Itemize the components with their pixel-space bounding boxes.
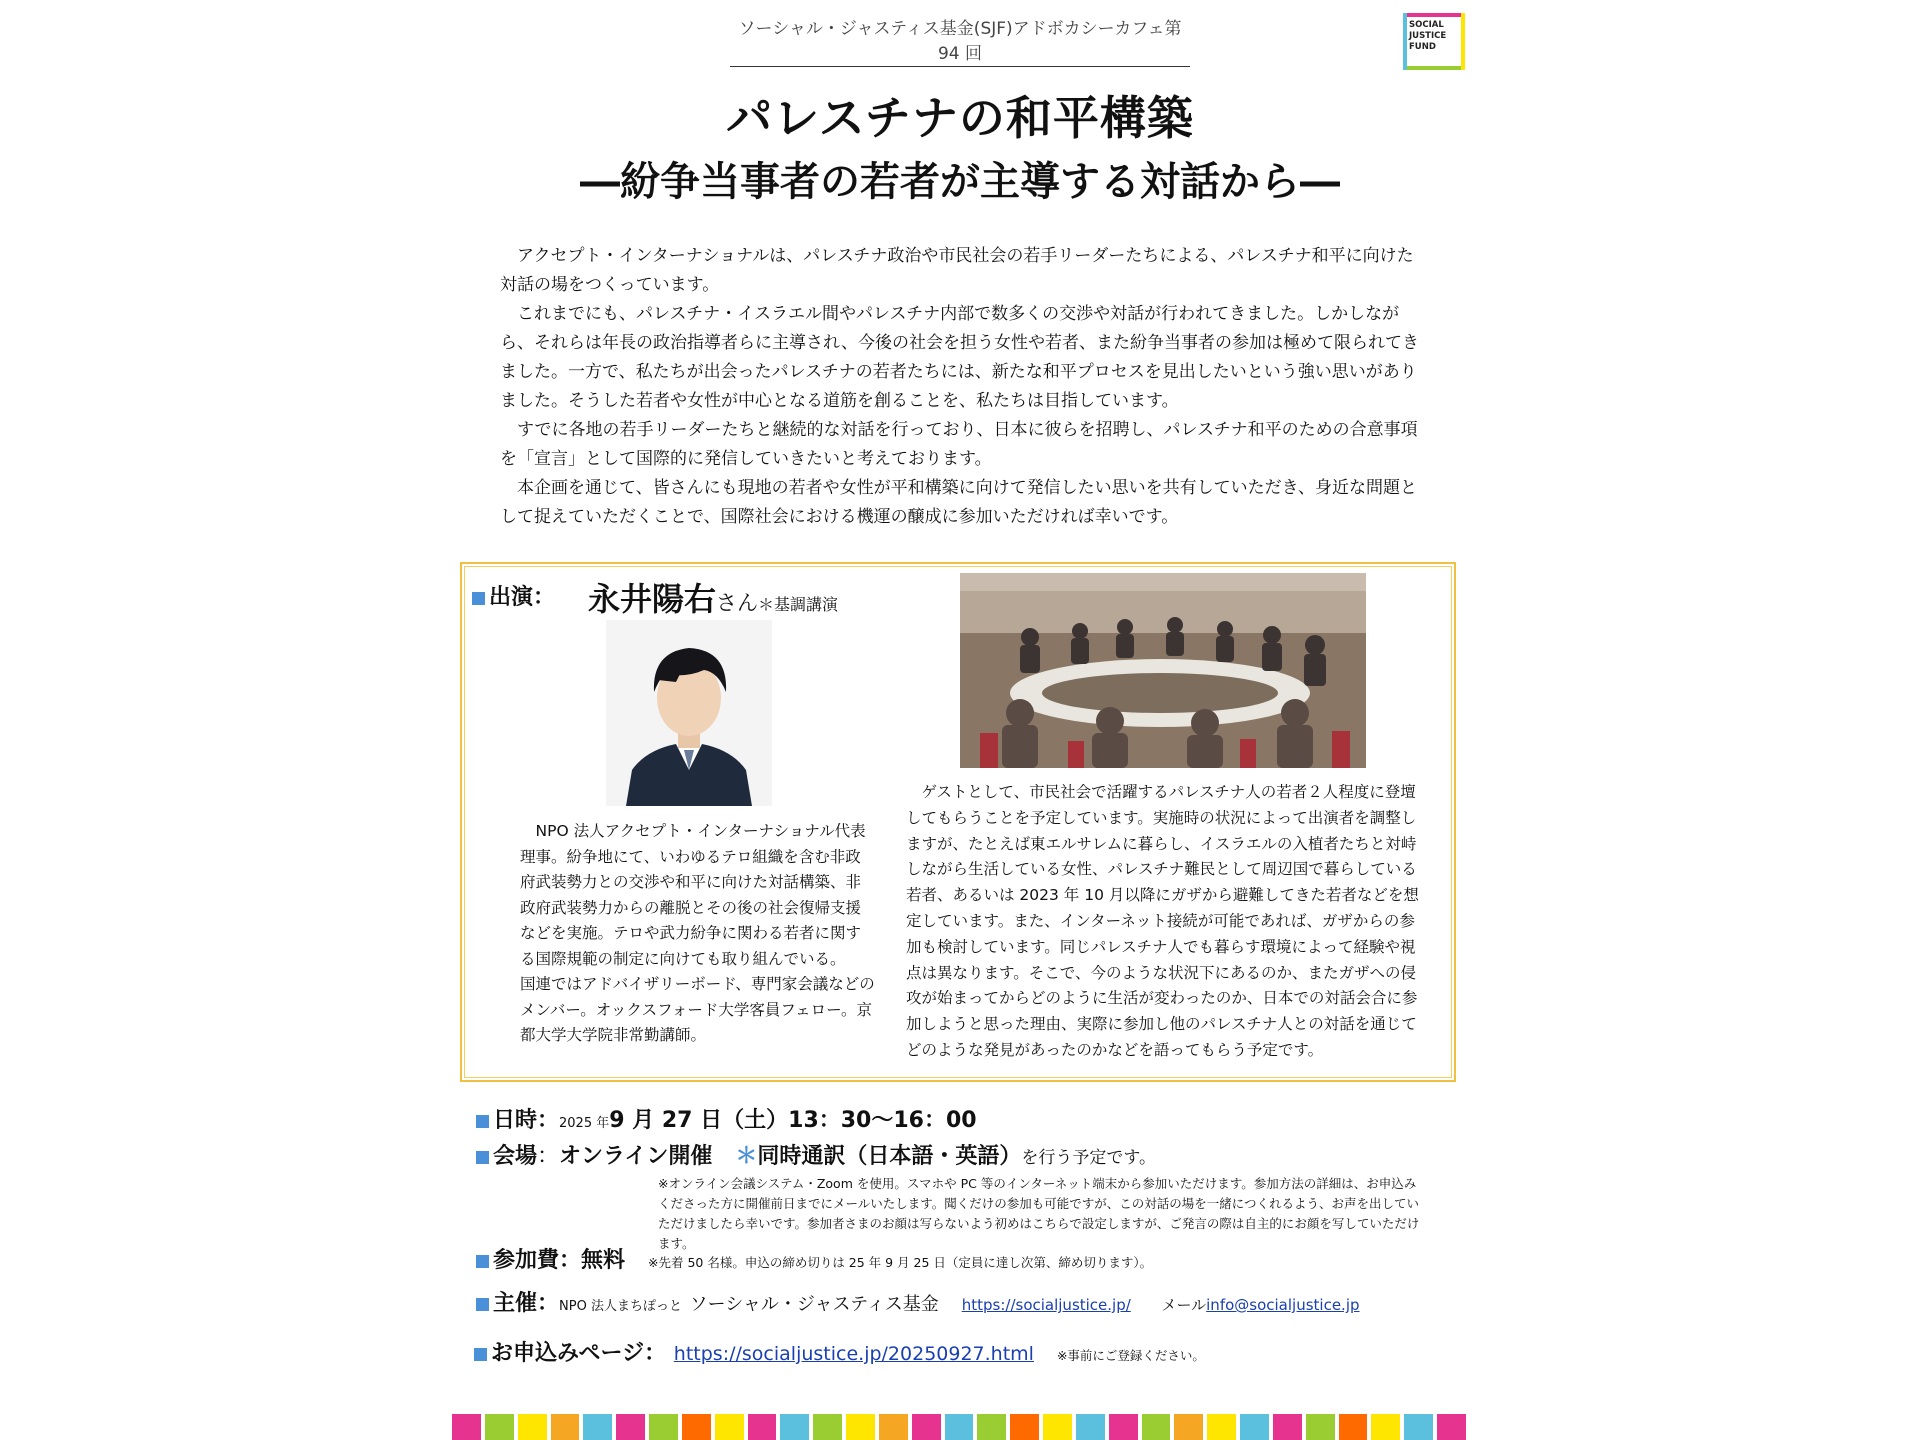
- portrait-image: [606, 620, 772, 806]
- bullet-square-icon: [476, 1115, 489, 1128]
- strip-block: [551, 1414, 580, 1440]
- strip-block: [1010, 1414, 1039, 1440]
- logo-line: JUSTICE: [1409, 31, 1447, 41]
- page-subtitle: ―紛争当事者の若者が主導する対話から―: [580, 159, 1340, 205]
- intro-paragraph: すでに各地の若手リーダーたちと継続的な対話を行っており、日本に彼らを招聘し、パレスチナ和平のための合意事項を「宣言」として国際的に発信していきたいと考えております。: [500, 420, 1418, 469]
- mail-label: メール: [1161, 1296, 1207, 1314]
- organizer-row: [476, 1286, 1360, 1317]
- strip-block: [1109, 1414, 1138, 1440]
- fee-row: [476, 1243, 1152, 1274]
- venue-interpretation: 同時通訳（日本語・英語）: [757, 1144, 1022, 1169]
- speaker-label: [472, 580, 555, 611]
- strip-block: [1207, 1414, 1236, 1440]
- intro-paragraph: 本企画を通じて、皆さんにも現地の若者や女性が平和構築に向けて発信したい思いを共有していただき、身近な問題として捉えていただくことで、国際社会における機運の醸成に参加いただければ幸いです。: [500, 478, 1417, 527]
- strip-block: [452, 1414, 481, 1440]
- logo-line: SOCIAL: [1409, 20, 1444, 30]
- bio-paragraph: 国連ではアドバイザリーボード、専門家会議などのメンバー。オックスフォード大学客員フェロー。京都大学大学院非常勤講師。: [520, 975, 875, 1044]
- strip-block: [945, 1414, 974, 1440]
- organizer-npo: NPO 法人まちぽっと: [559, 1299, 682, 1314]
- strip-block: [649, 1414, 678, 1440]
- strip-block: [715, 1414, 744, 1440]
- speaker-honorific: さん: [716, 591, 759, 615]
- strip-block: [977, 1414, 1006, 1440]
- venue-label: 会場: [493, 1144, 538, 1169]
- page-title: パレスチナの和平構築: [726, 91, 1194, 145]
- date-main: 9 月 27 日（土）13：30～16：00: [609, 1108, 977, 1133]
- strip-block: [846, 1414, 875, 1440]
- strip-block: [682, 1414, 711, 1440]
- strip-block: [1240, 1414, 1269, 1440]
- sjf-logo: [1403, 13, 1465, 70]
- apply-label: お申込みページ：: [491, 1341, 667, 1366]
- speaker-bio: [520, 819, 876, 1049]
- strip-block: [1339, 1414, 1368, 1440]
- intro-paragraph: これまでにも、パレスチナ・イスラエル間やパレスチナ内部で数多くの交渉や対話が行われてきました。しかしながら、それらは年長の政治指導者らに主導され、今後の社会を担う女性や若者、また紛争当事者の参加は極めて限られてきました。一方で、私たちが出会ったパレスチナの若者たちには、新たな和平プロセスを見出したいという強い思いがありました。そうした若者や女性が中心となる道筋を創ることを、私たちは目指しています。: [500, 304, 1420, 411]
- bullet-square-icon: [474, 1348, 487, 1361]
- intro-text: [500, 242, 1420, 532]
- speaker-name-block: [588, 574, 838, 620]
- venue-note: ※オンライン会議システム・Zoom を使用。スマホや PC 等のインターネット端末から参加いただけます。参加方法の詳細は、お申込みくださった方に開催前日までにメールいたします。聞くだけの参加も可能ですが、この対話の場を一緒につくれるよう、お声を出していただけましたら幸いです。参加者さまのお顔は写らないよう初めはこちらで設定しますが、ご発言の際は自主的にお顔を写していただけます。: [658, 1176, 1420, 1251]
- strip-block: [616, 1414, 645, 1440]
- bio-paragraph: NPO 法人アクセプト・インターナショナル代表理事。紛争地にて、いわゆるテロ組織を含む非政府武装勢力との交渉や和平に向けた対話構築、非政府武装勢力からの離脱とその後の社会復帰支援などを実施。テロや武力紛争に関わる若者に関する国際規範の制定に向けても取り組んでいる。: [520, 822, 866, 968]
- venue-interp-suffix: を行う予定です。: [1021, 1148, 1157, 1168]
- strip-block: [485, 1414, 514, 1440]
- strip-block: [780, 1414, 809, 1440]
- photo-image: [960, 573, 1366, 768]
- speaker-portrait: [606, 620, 772, 806]
- date-year: 2025 年: [559, 1116, 610, 1131]
- date-row: [476, 1103, 977, 1134]
- strip-block: [813, 1414, 842, 1440]
- strip-block: [1404, 1414, 1433, 1440]
- strip-block: [1076, 1414, 1105, 1440]
- speaker-label-text: 出演：: [489, 585, 556, 610]
- strip-block: [879, 1414, 908, 1440]
- speaker-name: 永井陽右: [588, 580, 717, 618]
- organizer-mail-link[interactable]: info@socialjustice.jp: [1206, 1296, 1360, 1314]
- strip-block: [1142, 1414, 1171, 1440]
- asterisk-icon: ＊: [735, 1144, 758, 1169]
- fee-label: 参加費：無料: [493, 1248, 626, 1273]
- venue-sep: ：: [537, 1144, 560, 1169]
- strip-block: [1043, 1414, 1072, 1440]
- apply-url-link[interactable]: https://socialjustice.jp/20250927.html: [673, 1343, 1034, 1365]
- date-label: 日時：: [493, 1108, 560, 1133]
- strip-block: [583, 1414, 612, 1440]
- strip-block: [912, 1414, 941, 1440]
- venue-value: オンライン開催: [559, 1144, 713, 1169]
- speaker-role: ＊基調講演: [758, 595, 839, 614]
- organizer-url-link[interactable]: https://socialjustice.jp/: [961, 1296, 1131, 1314]
- organizer-label: 主催：: [493, 1291, 560, 1316]
- strip-block: [1437, 1414, 1466, 1440]
- bullet-square-icon: [476, 1151, 489, 1164]
- fee-note: ※先着 50 名様。申込の締め切りは 25 年 9 月 25 日（定員に達し次第、締め切ります）。: [648, 1255, 1153, 1270]
- apply-note: ※事前にご登録ください。: [1056, 1348, 1205, 1363]
- strip-block: [1371, 1414, 1400, 1440]
- dialogue-photo: [960, 573, 1366, 768]
- strip-block: [518, 1414, 547, 1440]
- strip-block: [1174, 1414, 1203, 1440]
- guest-description: [906, 780, 1424, 1064]
- strip-block: [1273, 1414, 1302, 1440]
- bullet-square-icon: [476, 1255, 489, 1268]
- series-header: ソーシャル・ジャスティス基金(SJF)アドボカシーカフェ第 94 回: [730, 14, 1190, 67]
- apply-row: [474, 1336, 1205, 1367]
- color-strip: [450, 1414, 1468, 1440]
- organizer-name: ソーシャル・ジャスティス基金: [689, 1294, 939, 1315]
- logo-line: FUND: [1409, 42, 1436, 52]
- venue-row: [476, 1139, 1156, 1170]
- bullet-square-icon: [472, 592, 485, 605]
- strip-block: [1306, 1414, 1335, 1440]
- bullet-square-icon: [476, 1298, 489, 1311]
- strip-block: [748, 1414, 777, 1440]
- guest-paragraph: ゲストとして、市民社会で活躍するパレスチナ人の若者２人程度に登壇してもらうことを予定しています。実施時の状況によって出演者を調整しますが、たとえば東エルサレムに暮らし、イスラエルの入植者たちと対峙しながら生活している女性、パレスチナ難民として周辺国で暮らしている若者、あるいは 2023 年 10 月以降にガザから避難してきた若者などを想定しています。また、インターネット接続が可能であれば、ガザからの参加も検討しています。同じパレスチナ人でも暮らす環境によって経験や視点は異なります。そこで、今のような状況下にあるのか、またガザへの侵攻が始まってからどのように生活が変わったのか、日本での対話会合に参加しようと思った理由、実際に参加し他のパレスチナ人との対話を通じてどのような発見があったのかなどを語ってもらう予定です。: [906, 783, 1419, 1059]
- intro-paragraph: アクセプト・インターナショナルは、パレスチナ政治や市民社会の若手リーダーたちによる、パレスチナ和平に向けた対話の場をつくっています。: [500, 246, 1414, 295]
